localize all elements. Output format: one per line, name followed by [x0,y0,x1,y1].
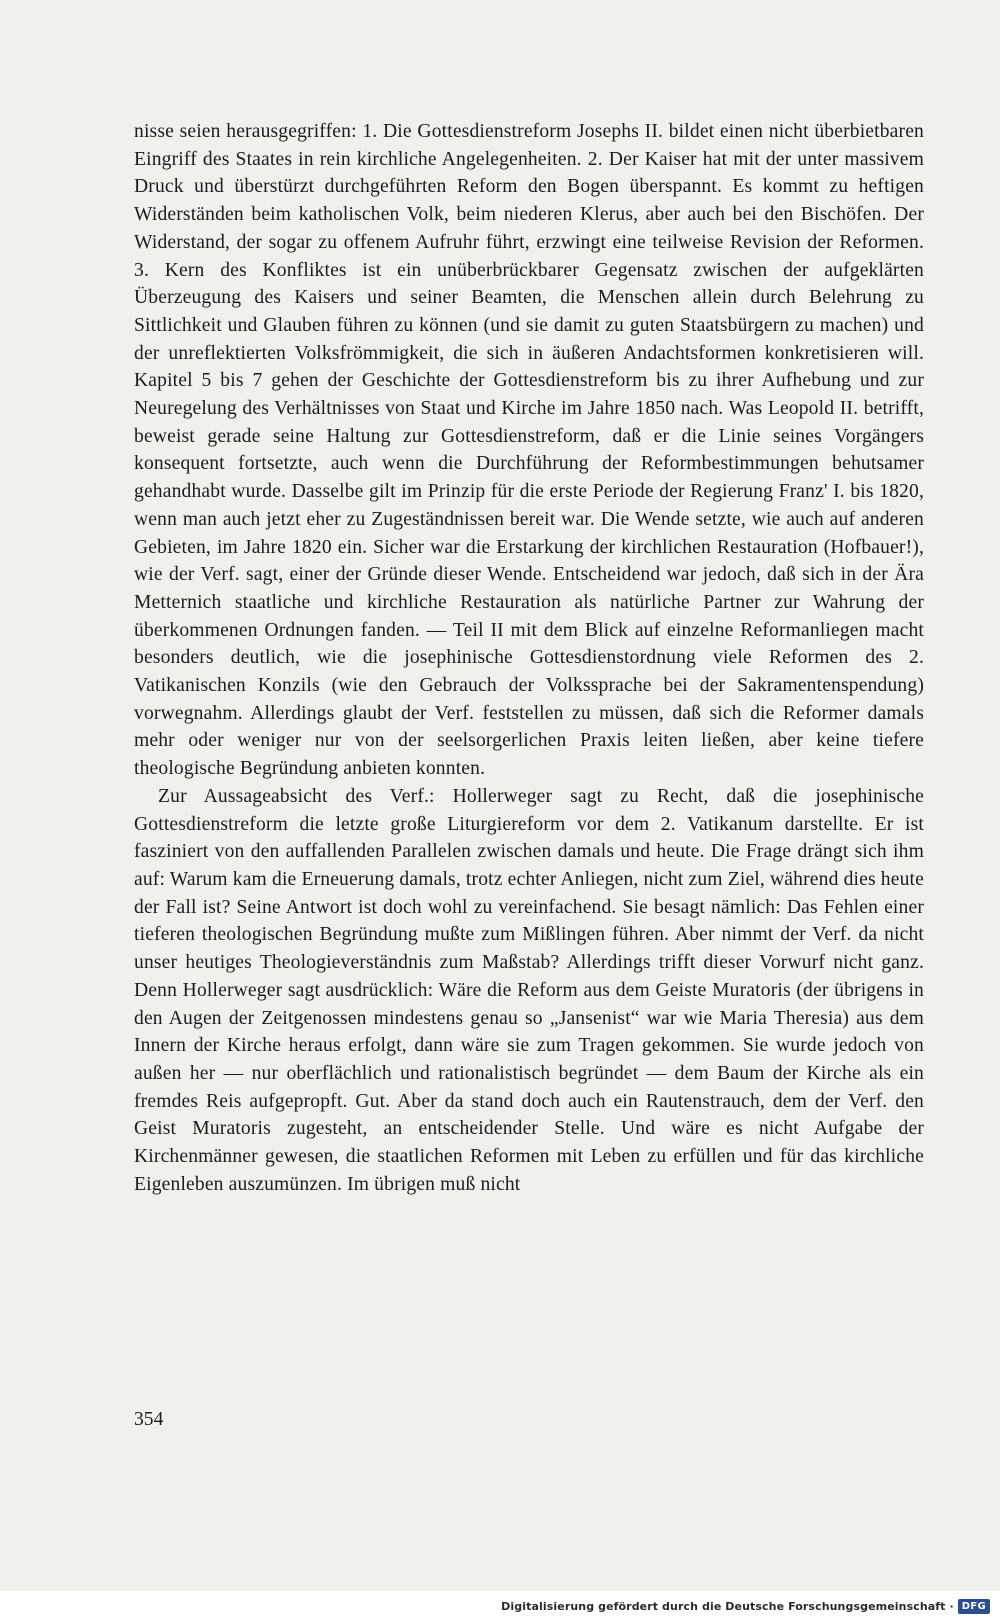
paragraph-1: nisse seien herausgegriffen: 1. Die Gottesdienstreform Josephs II. bildet einen nicht überbietbaren Eingriff des Staates in rein kirchliche Angelegenheiten. 2. Der Kaiser hat mit der unter massivem Druck und überstürzt durchgeführten Reform den Bogen überspannt. Es kommt zu heftigen Widerständen beim katholischen Volk, beim niederen Klerus, aber auch bei den Bischöfen. Der Widerstand, der sogar zu offenem Aufruhr führt, erzwingt eine teilweise Revision der Reformen. 3. Kern des Konfliktes ist ein unüberbrückbarer Gegensatz zwischen der aufgeklärten Überzeugung des Kaisers und seiner Beamten, die Menschen allein durch Belehrung zu Sittlichkeit und Glauben führen zu können (und sie damit zu guten Staatsbürgern zu machen) und der unreflektierten Volksfrömmigkeit, die sich in äußeren Andachtsformen konkretisieren will. Kapitel 5 bis 7 gehen der Geschichte der Gottesdienstreform bis zu ihrer Aufhebung und zur Neuregelung des Verhältnisses von Staat und Kirche im Jahre 1850 nach. Was Leopold II. betrifft, beweist gerade seine Haltung zur Gottesdienstreform, daß er die Linie seines Vorgängers konsequent fortsetzte, auch wenn die Durchführung der Reformbestimmungen behutsamer gehandhabt wurde. Dasselbe gilt im Prinzip für die erste Periode der Regierung Franz' I. bis 1820, wenn man auch jetzt eher zu Zugeständnissen bereit war. Die Wende setzte, wie auch auf anderen Gebieten, im Jahre 1820 ein. Sicher war die Erstarkung der kirchlichen Restauration (Hofbauer!), wie der Verf. sagt, einer der Gründe dieser Wende. Entscheidend war jedoch, daß sich in der Ära Metternich staatliche und kirchliche Restauration als natürliche Partner zur Wahrung der überkommenen Ordnungen fanden. — Teil II mit dem Blick auf einzelne Reformanliegen macht besonders deutlich, wie die josephinische Gottesdienstordnung viele Reformen des 2. Vatikanischen Konzils (wie den Gebrauch der Volkssprache bei der Sakramentenspendung) vorwegnahm. Allerdings glaubt der Verf. feststellen zu müssen, daß sich die Reformer damals mehr oder weniger nur von der seelsorgerlichen Praxis leiten ließen, aber keine tiefere theologische Begründung anbieten konnten. [134,121,924,780]
page-number: 354 [134,1409,164,1430]
dfg-logo-icon: DFG [958,1599,990,1614]
digitization-footer [0,1591,1000,1621]
paragraph-2: Zur Aussageabsicht des Verf.: Hollerweger sagt zu Recht, daß die josephinische Gottesdienstreform die letzte große Liturgiereform vor dem 2. Vatikanum darstellte. Er ist fasziniert von den auffallenden Parallelen zwischen damals und heute. Die Frage drängt sich ihm auf: Warum kam die Erneuerung damals, trotz echter Anliegen, nicht zum Ziel, während dies heute der Fall ist? Seine Antwort ist doch wohl zu vereinfachend. Sie besagt nämlich: Das Fehlen einer tieferen theologischen Begründung mußte zum Mißlingen führen. Aber nimmt der Verf. da nicht unser heutiges Theologieverständnis zum Maßstab? Allerdings trifft dieser Vorwurf nicht ganz. Denn Hollerweger sagt ausdrücklich: Wäre die Reform aus dem Geiste Muratoris (der übrigens in den Augen der Zeitgenossen mindestens genau so „Jansenist“ war wie Maria Theresia) aus dem Innern der Kirche heraus erfolgt, dann wäre sie zum Tragen gekommen. Sie wurde jedoch von außen her — nur oberflächlich und rationalistisch begründet — dem Baum der Kirche als ein fremdes Reis aufgepropft. Gut. Aber da stand doch auch ein Rautenstrauch, dem der Verf. den Geist Muratoris zugesteht, an entscheidender Stelle. Und wäre es nicht Aufgabe der Kirchenmänner gewesen, die staatlichen Reformen mit Leben zu erfüllen und für das kirchliche Eigenleben auszumünzen. Im übrigen muß nicht [134,785,924,1195]
body-text [134,118,924,1198]
footer-credit-text: Digitalisierung gefördert durch die Deutsche Forschungsgemeinschaft · [501,1599,954,1613]
